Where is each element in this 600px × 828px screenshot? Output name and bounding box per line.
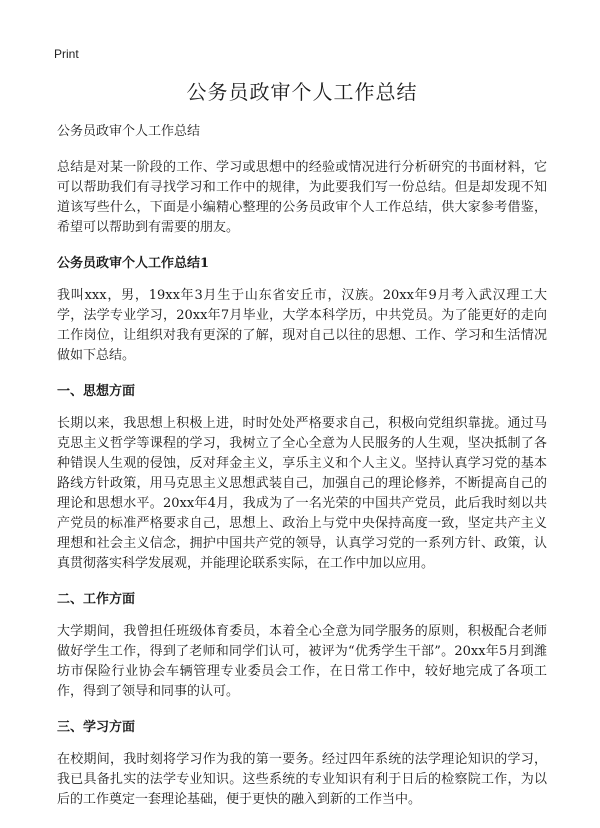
intro-paragraph: 总结是对某一阶段的工作、学习或思想中的经验或情况进行分析研究的书面材料，它可以帮助我们有寻找学习和工作中的规律，为此要我们写一份总结。但是却发现不知道该写些什么，下面是小编精心整理的公务员政审个人工作总结，供大家参考借鉴，希望可以帮助到有需要的朋友。 [57, 160, 547, 235]
document-page [57, 76, 547, 826]
section-heading-summary-1: 公务员政审个人工作总结1 [57, 256, 210, 271]
section-heading-work: 二、工作方面 [57, 592, 136, 607]
section-paragraph-summary-1: 我叫xxx，男，19xx年3月生于山东省安丘市，汉族。20xx年9月考入武汉理工大学，法学专业学习，20xx年7月毕业，大学本科学历，中共党员。为了能更好的走向工作岗位，让组织对我有更深的了解，现对自己以往的思想、工作、学习和生活情况做如下总结。 [57, 288, 547, 363]
section-paragraph-study: 在校期间，我时刻将学习作为我的第一要务。经过四年系统的法学理论知识的学习，我已具备扎实的法学专业知识。这些系统的专业知识有利于日后的检察院工作，为以后的工作奠定一套理论基础，便于更快的融入到新的工作当中。 [57, 752, 547, 807]
print-link[interactable]: Print [54, 47, 79, 61]
section-heading-thought: 一、思想方面 [57, 384, 136, 399]
section-paragraph-work: 大学期间，我曾担任班级体育委员，本着全心全意为同学服务的原则，积极配合老师做好学生工作，得到了老师和同学们认可，被评为“优秀学生干部”。20xx年5月到潍坊市保险行业协会车辆管理专业委员会工作，在日常工作中，较好地完成了各项工作，得到了领导和同事的认可。 [57, 624, 547, 699]
section-heading-study: 三、学习方面 [57, 720, 136, 735]
document-subtitle: 公务员政审个人工作总结 [57, 124, 201, 139]
document-title: 公务员政审个人工作总结 [186, 80, 418, 104]
section-paragraph-thought: 长期以来，我思想上积极上进，时时处处严格要求自己，积极向党组织靠拢。通过马克思主义哲学等课程的学习，我树立了全心全意为人民服务的人生观，坚决抵制了各种错误人生观的侵蚀，反对拜金主义，享乐主义和个人主义。坚持认真学习党的基本路线方针政策，用马克思主义思想武装自己，加强自己的理论修养，不断提高自己的理论和思想水平。20xx年4月，我成为了一名光荣的中国共产党员，此后我时刻以共产党员的标准严格要求自己，思想上、政治上与党中央保持高度一致，坚定共产主义理想和社会主义信念，拥护中国共产党的领导，认真学习党的一系列方针、政策，认真贯彻落实科学发展观，并能理论联系实际，在工作中加以应用。 [57, 416, 547, 571]
